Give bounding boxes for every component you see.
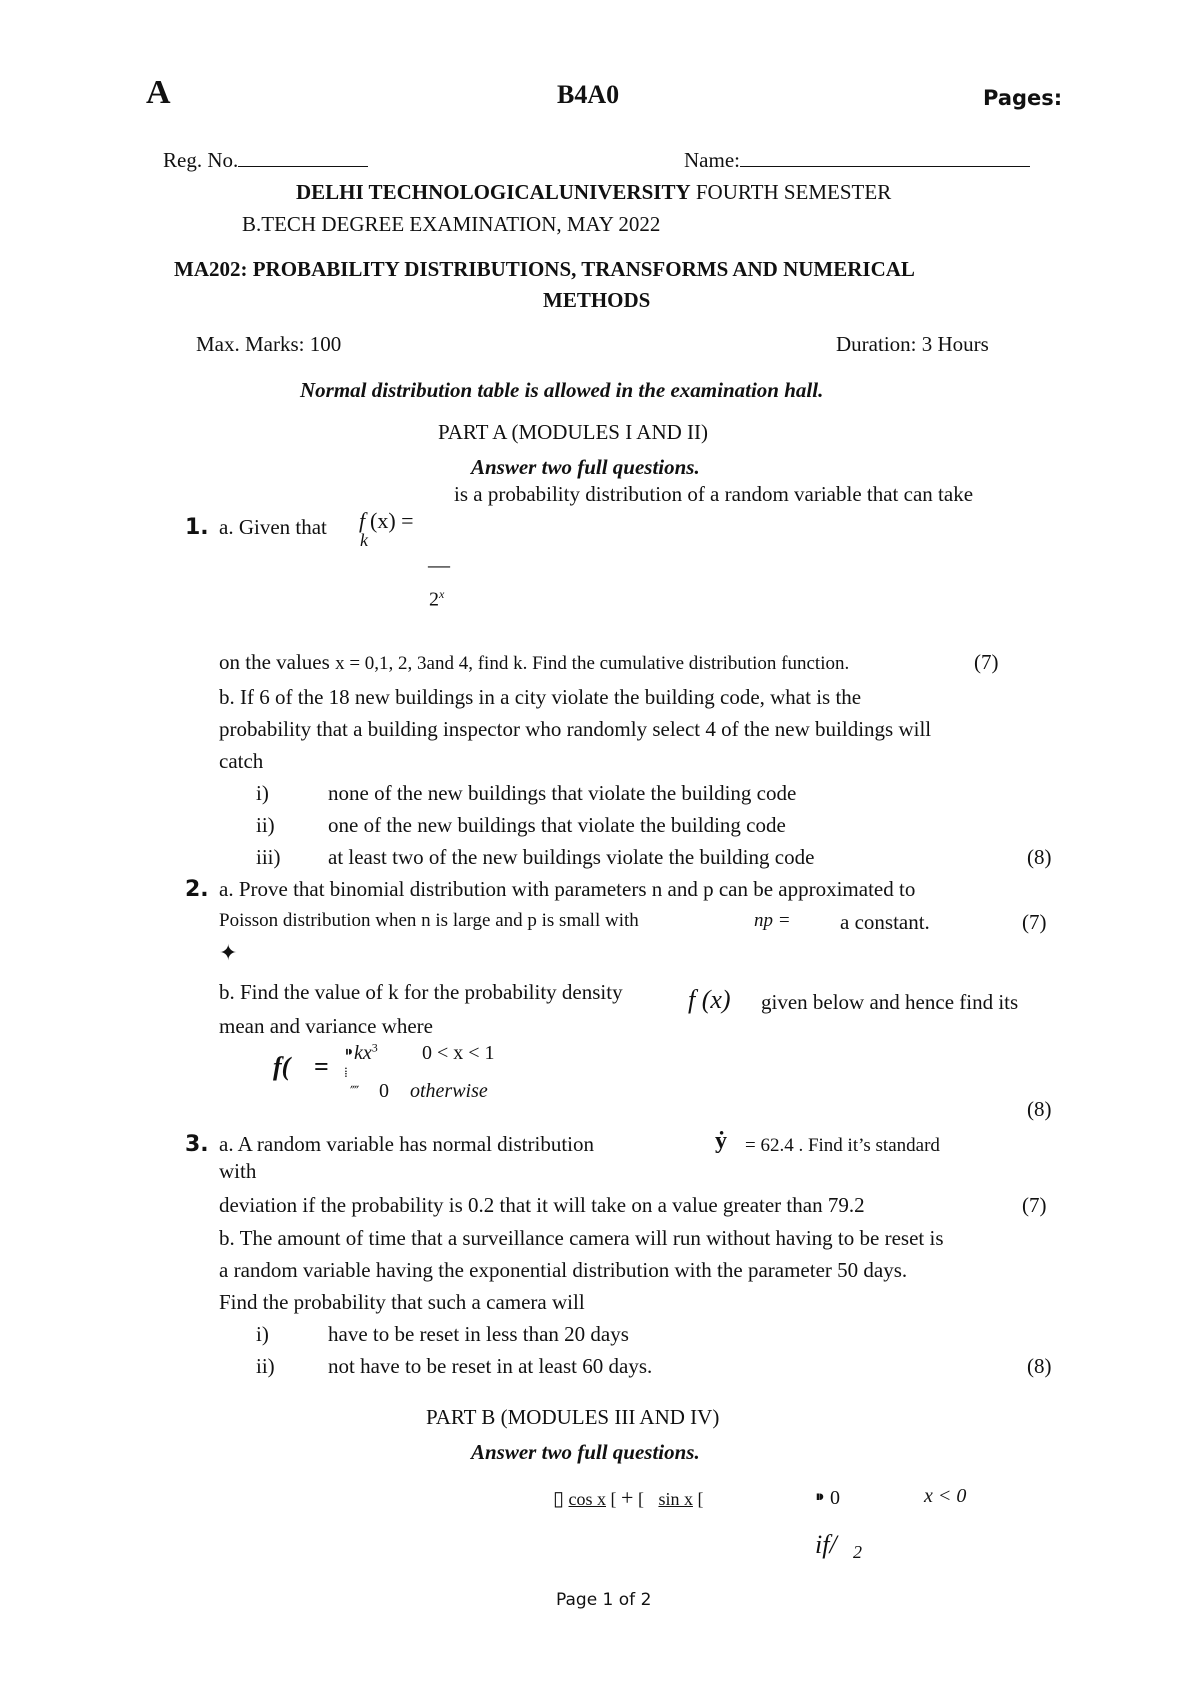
q1a-frac-denominator [429, 587, 444, 612]
q2-number: 2. [185, 877, 209, 902]
q1a-rest: is a probability distribution of a random variable that can take [454, 482, 974, 506]
q3a-line2: deviation if the probability is 0.2 that it will take on a value greater than 79.2 [219, 1193, 865, 1217]
q2a-constant: a constant. [840, 910, 930, 934]
semester: FOURTH SEMESTER [690, 180, 892, 204]
q1b-marks: (8) [1027, 845, 1052, 869]
q2b-line2: mean and variance where [219, 1014, 433, 1038]
exam-title: B.TECH DEGREE EXAMINATION, MAY 2022 [242, 212, 661, 236]
q3a-mu: ẏ [715, 1128, 727, 1154]
q1b-item-1-text: none of the new buildings that violate the building code [328, 781, 797, 805]
q3b-item-2-label: ii) [256, 1354, 275, 1378]
q1a-k: k [360, 530, 368, 550]
q2b-cond1: 0 < x < 1 [422, 1042, 495, 1064]
q1b-item-2-label: ii) [256, 813, 275, 837]
q2b-marks: (8) [1027, 1097, 1052, 1121]
q3b-item-1-text: have to be reset in less than 20 days [328, 1322, 629, 1346]
q1a-frac-base: 2 [429, 588, 439, 611]
part-b-heading: PART B (MODULES III AND IV) [426, 1405, 720, 1429]
university-line [296, 180, 891, 205]
part-b-instruction: Answer two full questions. [471, 1440, 700, 1464]
pages-label: Pages: [983, 86, 1063, 110]
q3a-lead: a. A random variable has normal distribution [219, 1132, 595, 1156]
q2b-tail: given below and hence find its [761, 990, 1019, 1014]
q1b-item-3-label: iii) [256, 845, 281, 869]
q3a-math: = 62.4 . Find it’s standard [745, 1135, 940, 1156]
q2a-marks: (7) [1022, 910, 1047, 934]
q3a-with: with [219, 1159, 257, 1183]
max-marks: Max. Marks: 100 [196, 332, 342, 356]
name-label: Name: [684, 148, 740, 172]
q1b-item-1-label: i) [256, 781, 269, 805]
part-a-heading: PART A (MODULES I AND II) [438, 420, 709, 444]
part-b-frag-plus: + [621, 1485, 634, 1510]
part-b-frag-bracket2: [ [637, 1489, 644, 1509]
part-b-frag-two: 2 [853, 1542, 862, 1562]
name-field [684, 148, 1030, 173]
q3b-item-2-text: not have to be reset in at least 60 days. [328, 1354, 653, 1378]
q1a-paren: (x) = [370, 508, 414, 533]
q2b-case1-exp: 3 [371, 1040, 378, 1055]
part-b-frag-cos: cos x [568, 1489, 607, 1509]
q3b-item-1-label: i) [256, 1322, 269, 1346]
reg-no-field [163, 148, 368, 173]
part-b-arrow-icon: ⁍ [815, 1487, 825, 1509]
q2b-piecewise-eq: = [314, 1052, 329, 1081]
part-b-frag-if: if/ [815, 1530, 837, 1559]
q2b-case-brace: ⁞ [344, 1066, 348, 1081]
q3-number: 3. [185, 1132, 209, 1157]
q1a-line2-lead: on the values [219, 650, 330, 674]
q1a-line2 [219, 650, 849, 675]
q1b-line2: probability that a building inspector who randomly select 4 of the new buildings will [219, 717, 932, 741]
part-b-frag-zero-value: 0 [830, 1487, 840, 1509]
q1b-item-2-text: one of the new buildings that violate the building code [328, 813, 786, 837]
q1b-item-3-text: at least two of the new buildings violate the building code [328, 845, 815, 869]
q1a-fx: f [359, 508, 366, 533]
course-title-line1: MA202: PROBABILITY DISTRIBUTIONS, TRANSFORMS AND NUMERICAL [174, 257, 915, 281]
q3b-line1: b. The amount of time that a surveillance camera will run without having to be reset is [219, 1226, 944, 1250]
university-name: DELHI TECHNOLOGICALUNIVERSITY [296, 180, 691, 204]
paper-code: B4A0 [557, 80, 620, 109]
part-a-instruction: Answer two full questions. [471, 455, 700, 479]
q2b-fx: f (x) [688, 985, 731, 1014]
name-blank [740, 166, 1030, 167]
reg-no-label: Reg. No. [163, 148, 239, 172]
part-b-frag-zero [815, 1485, 840, 1510]
q1a-lead: a. Given that [219, 515, 327, 539]
q1a-line2-math: x = 0,1, 2, 3and 4, find k. Find the cumulative distribution function. [335, 653, 850, 674]
q2b-case1 [344, 1040, 378, 1065]
part-b-bracket-icon: ▯ [553, 1488, 565, 1510]
q3b-marks: (8) [1027, 1354, 1052, 1378]
q1b-line3: catch [219, 749, 264, 773]
q3b-line3: Find the probability that such a camera will [219, 1290, 585, 1314]
q3a-marks: (7) [1022, 1193, 1047, 1217]
q1a-frac-exp: x [439, 587, 445, 601]
part-b-frag-sin: sin x [658, 1489, 693, 1509]
exam-note: Normal distribution table is allowed in the examination hall. [300, 378, 824, 402]
q2b-piecewise-f: f( [273, 1052, 291, 1081]
q2b-case2: 0 [379, 1080, 389, 1102]
q2a-line2: Poisson distribution when n is large and p is small with [219, 910, 639, 931]
q2b-cond2: otherwise [410, 1080, 488, 1102]
part-b-frag-bracket3: [ [697, 1489, 704, 1509]
q2b-case1-expr: kx [354, 1042, 372, 1064]
q3b-line2: a random variable having the exponential distribution with the parameter 50 days. [219, 1258, 908, 1282]
set-code: A [146, 74, 171, 111]
part-b-fragment [553, 1485, 703, 1511]
course-title-line2: METHODS [543, 288, 651, 312]
reg-no-blank [238, 166, 368, 167]
q2a-line1: a. Prove that binomial distribution with parameters n and p can be approximated to [219, 877, 916, 901]
q2b-lead: b. Find the value of k for the probability density [219, 980, 623, 1004]
q1a-marks: (7) [974, 650, 999, 674]
duration: Duration: 3 Hours [836, 332, 989, 356]
q2a-symbol-icon: ✦ [219, 940, 238, 965]
q1a-frac-bar: — [428, 552, 450, 577]
q2a-np: np = [754, 910, 791, 931]
q2b-case2-prefix: ⁗ [350, 1085, 360, 1100]
part-b-frag-cond: x < 0 [924, 1485, 967, 1507]
q1-number: 1. [185, 515, 209, 540]
q2b-case1-prefix: ⁍ [344, 1042, 354, 1064]
q1b-line1: b. If 6 of the 18 new buildings in a city violate the building code, what is the [219, 685, 862, 709]
part-b-frag-bracket1: [ [610, 1489, 617, 1509]
page-number-footer: Page 1 of 2 [556, 1590, 652, 1610]
